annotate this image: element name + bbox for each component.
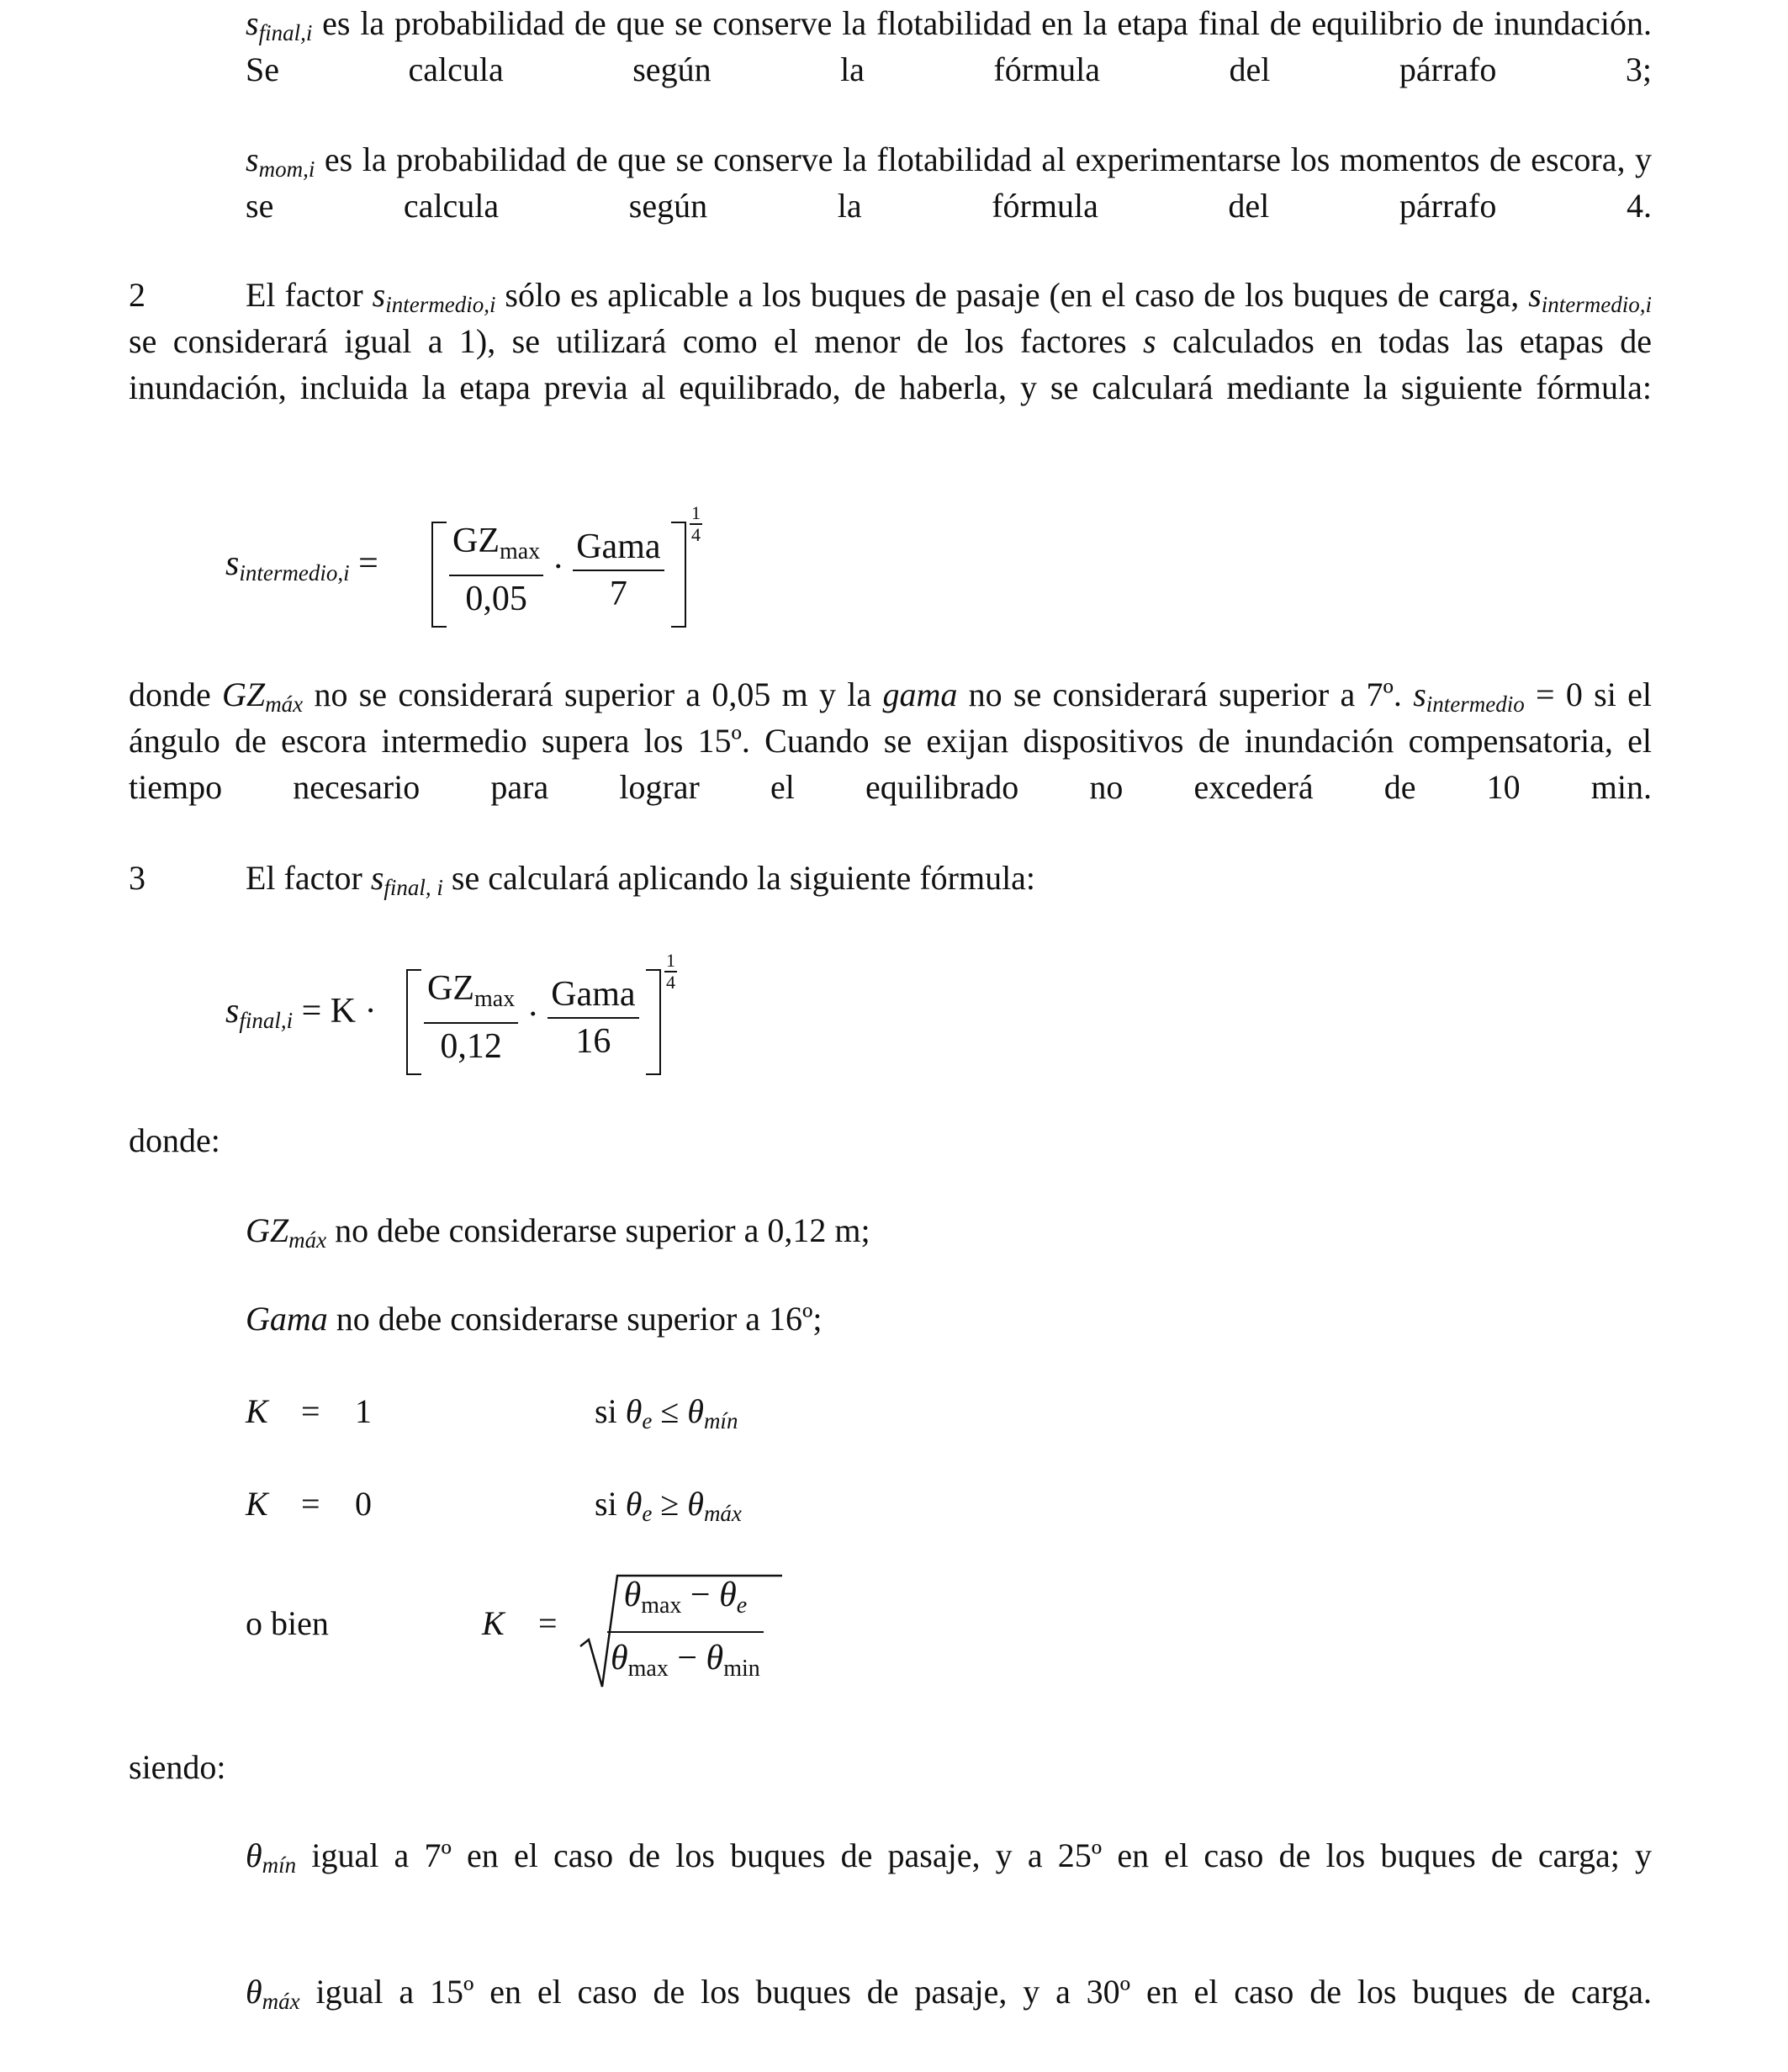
k-symbol: K	[482, 1604, 505, 1642]
equals-sign: =	[358, 544, 378, 583]
exponent-numerator: 1	[666, 950, 675, 971]
theta-symbol: θ	[611, 1639, 628, 1677]
paragraph-text: no se considerará superior a 7º.	[968, 676, 1402, 713]
exponent-denominator: 4	[691, 524, 701, 545]
multiply-dot: ·	[552, 548, 564, 587]
section-number-2: 2	[129, 276, 145, 314]
k1-condition	[595, 1388, 738, 1434]
variable-subscript: intermedio,i	[1541, 292, 1653, 317]
paragraph-text: es la probabilidad de que se conserve la flotabilidad en la etapa final de equilibrio de inundación. Se calcula según la fórmula del párrafo 3;	[246, 4, 1652, 88]
variable-s: s	[246, 140, 259, 178]
numerator-subscript: max	[474, 986, 516, 1012]
theta-subscript: e	[642, 1408, 653, 1433]
variable-subscript: final,i	[258, 20, 313, 45]
gz-max: GZ	[222, 676, 266, 713]
item-text: no debe considerarse superior a 16º;	[336, 1300, 823, 1338]
theta-symbol: θ	[625, 1485, 643, 1523]
paragraph-text: se calculará aplicando la siguiente fórmula:	[451, 859, 1036, 897]
variable-s: s	[1143, 322, 1156, 360]
exponent-denominator: 4	[666, 972, 675, 993]
minus-sign: −	[677, 1639, 698, 1677]
numerator-subscript: max	[500, 538, 541, 564]
k-value: 1	[355, 1392, 372, 1430]
fraction-gz	[449, 520, 543, 620]
theta-min-paragraph	[246, 1832, 1652, 1925]
gama: gama	[882, 676, 958, 713]
right-bracket	[671, 522, 686, 628]
paragraph-text: es la probabilidad de que se conserve la flotabilidad al experimentarse los momentos de escora, y se calcula según la fórmula del párrafo 4.	[246, 140, 1652, 225]
si-label: si	[595, 1392, 617, 1430]
paragraph-text: no se considerará superior a 0,05 m y la	[314, 676, 872, 713]
k-symbol: K	[246, 1485, 268, 1523]
theta-symbol: θ	[687, 1485, 704, 1523]
k-value: 0	[355, 1485, 372, 1523]
theta-symbol: θ	[246, 1973, 262, 2011]
theta-subscript: máx	[262, 1989, 300, 2014]
gama: Gama	[246, 1300, 328, 1338]
variable-s: s	[225, 992, 240, 1031]
denominator: 0,12	[440, 1027, 502, 1066]
theta-symbol: θ	[623, 1576, 642, 1614]
theta-symbol: θ	[706, 1639, 724, 1677]
numerator: GZ	[427, 969, 474, 1008]
variable-subscript: final,i	[239, 1008, 294, 1033]
theta-subscript: e	[642, 1501, 653, 1526]
k0-condition	[595, 1481, 742, 1527]
donde-paragraph	[129, 671, 1652, 856]
numerator: Gama	[573, 526, 664, 571]
paragraph-s-mom-definition	[246, 136, 1652, 275]
equals-k: = K ·	[301, 992, 377, 1031]
denominator: 0,05	[465, 580, 527, 618]
theta-subscript: max	[641, 1592, 682, 1619]
si-label: si	[595, 1485, 617, 1523]
gz-subscript: máx	[288, 1227, 327, 1253]
theta-symbol: θ	[719, 1576, 737, 1614]
right-bracket	[646, 969, 661, 1075]
o-bien-label: o bien	[246, 1604, 329, 1642]
variable-subscript: intermedio,i	[385, 292, 496, 317]
paragraph-text: = 0 si el ángulo de escora intermedio supera los 15º. Cuando se exijan dispositivos de inundación compensatoria, el tiempo necesario para lograr el equilibrado no excederá de 10 min.	[129, 676, 1652, 806]
gz-subscript: máx	[265, 692, 304, 717]
variable-subscript: final, i	[384, 875, 443, 900]
ge-sign: ≥	[660, 1485, 680, 1523]
theta-symbol: θ	[625, 1392, 643, 1430]
exponent-one-fourth	[690, 503, 702, 545]
paragraph-text: El factor	[246, 276, 363, 314]
theta-subscript: min	[723, 1656, 760, 1682]
paragraph-text: El factor	[246, 859, 362, 897]
theta-subscript: mín	[262, 1852, 297, 1878]
donde-label: donde:	[129, 1121, 220, 1159]
fraction-theta	[607, 1571, 764, 1693]
exponent-numerator: 1	[691, 502, 701, 523]
fraction-gama	[548, 973, 638, 1062]
theta-subscript: max	[627, 1656, 669, 1682]
paragraph-s-final-definition	[246, 0, 1652, 139]
minus-sign: −	[690, 1576, 711, 1614]
numerator: GZ	[452, 522, 500, 560]
theta-max-paragraph	[246, 1969, 1652, 2061]
multiply-dot: ·	[526, 995, 539, 1035]
gama-item	[246, 1296, 823, 1342]
section-2-paragraph	[129, 272, 1652, 457]
variable-subscript: intermedio	[1426, 692, 1525, 717]
paragraph-text: donde	[129, 676, 211, 713]
item-text: no debe considerarse superior a 0,12 m;	[335, 1211, 870, 1249]
denominator: 7	[609, 574, 627, 613]
variable-s: s	[1528, 276, 1542, 314]
theta-subscript: mín	[703, 1408, 738, 1433]
paragraph-text: se considerará igual a 1), se utilizará como el menor de los factores	[129, 322, 1127, 360]
paragraph-text: calculados en todas las etapas de inundación, incluida la etapa previa al equilibrado, de haberla, y se calculará mediante la siguiente fórmula:	[129, 322, 1653, 406]
variable-s: s	[372, 276, 386, 314]
fraction-gama	[573, 526, 664, 615]
variable-s: s	[370, 859, 384, 897]
equals-sign: =	[538, 1604, 558, 1642]
denominator: 16	[575, 1021, 611, 1061]
paragraph-text: sólo es aplicable a los buques de pasaje (en el caso de los buques de carga,	[505, 276, 1520, 314]
theta-symbol: θ	[246, 1836, 262, 1874]
theta-symbol: θ	[687, 1392, 704, 1430]
theta-subscript: máx	[703, 1501, 742, 1526]
equation-s-final	[225, 951, 814, 1085]
gz-max: GZ	[246, 1211, 289, 1249]
siendo-label: siendo:	[129, 1748, 226, 1786]
theta-subscript: e	[736, 1592, 748, 1619]
numerator: Gama	[548, 973, 638, 1019]
variable-s: s	[246, 4, 259, 42]
paragraph-text: igual a 7º en el caso de los buques de pasaje, y a 25º en el caso de los buques de carga; y	[311, 1836, 1652, 1874]
equals-sign: =	[301, 1485, 320, 1523]
variable-s: s	[1413, 676, 1426, 713]
gz-max-item	[246, 1207, 870, 1253]
sqrt-fraction	[607, 1571, 764, 1693]
section-number-3: 3	[129, 859, 145, 897]
exponent-one-fourth	[664, 951, 677, 993]
k-symbol: K	[246, 1392, 268, 1430]
equals-sign: =	[301, 1392, 320, 1430]
fraction-gz	[424, 967, 518, 1068]
left-bracket	[431, 522, 447, 628]
left-bracket	[406, 969, 421, 1075]
variable-subscript: intermedio,i	[239, 560, 350, 586]
section-3-paragraph	[246, 855, 1035, 901]
paragraph-text: igual a 15º en el caso de los buques de pasaje, y a 30º en el caso de los buques de carga.	[315, 1973, 1653, 2011]
le-sign: ≤	[660, 1392, 680, 1430]
variable-subscript: mom,i	[258, 156, 315, 182]
variable-s: s	[225, 544, 240, 583]
equation-s-intermedio	[225, 503, 814, 638]
